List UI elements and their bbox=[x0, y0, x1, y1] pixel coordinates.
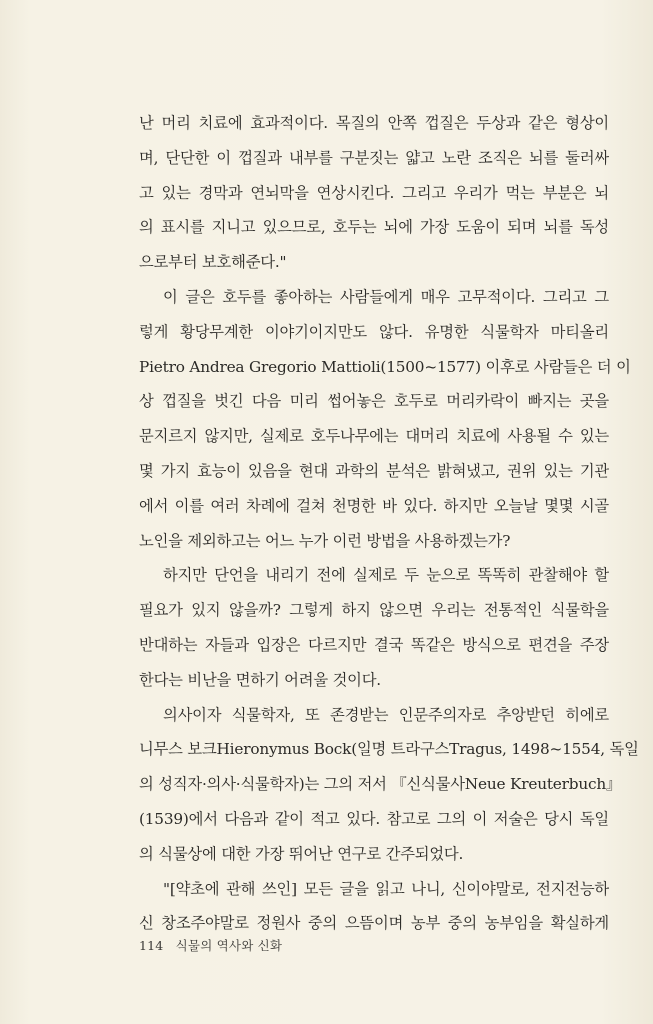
text-line: 반대하는 자들과 입장은 다르지만 결국 똑같은 방식으로 편견을 주장 bbox=[139, 635, 609, 654]
text-line: 몇 가지 효능이 있음을 현대 과학의 분석은 밝혀냈고, 권위 있는 기관 bbox=[139, 461, 609, 480]
page-number: 114 bbox=[139, 938, 164, 953]
text-line: 의 표시를 지니고 있으므로, 호두는 뇌에 가장 도움이 되며 뇌를 독성 bbox=[139, 218, 609, 237]
running-title: 식물의 역사와 신화 bbox=[175, 938, 283, 953]
text-line: 필요가 있지 않을까? 그렇게 하지 않으면 우리는 전통적인 식물학을 bbox=[139, 601, 609, 620]
text-line: 의사이자 식물학자, 또 존경받는 인문주의자로 추앙받던 히에로 bbox=[163, 705, 609, 724]
text-line: 난 머리 치료에 효과적이다. 목질의 안쪽 껍질은 두상과 같은 형상이 bbox=[139, 114, 609, 132]
text-line: Pietro Andrea Gregorio Mattioli(1500~1577) 이후로 사람들은 더 이 bbox=[139, 357, 631, 376]
text-line: "[약초에 관해 쓰인] 모든 글을 읽고 나니, 신이야말로, 전지전능하 bbox=[163, 879, 609, 898]
body-text bbox=[139, 106, 639, 941]
text-line: 의 성직자·의사·식물학자)는 그의 저서 『신식물사Neue Kreuterbuch』 bbox=[139, 775, 622, 794]
text-line: 의 식물상에 대한 가장 뛰어난 연구로 간주되었다. bbox=[139, 844, 464, 863]
text-line: 상 껍질을 벗긴 다음 미리 썹어놓은 호두로 머리카락이 빠지는 곳을 bbox=[139, 392, 609, 411]
text-line: 며, 단단한 이 껍질과 내부를 구분짓는 얇고 노란 조직은 뇌를 둘러싸 bbox=[139, 148, 609, 167]
page-footer bbox=[139, 936, 282, 954]
text-line: 니무스 보크Hieronymus Bock(일명 트라구스Tragus, 1498~1554, 독일 bbox=[139, 740, 639, 759]
text-line: (1539)에서 다음과 같이 적고 있다. 참고로 그의 이 저술은 당시 독일 bbox=[139, 809, 609, 828]
text-line: 한다는 비난을 면하기 어려울 것이다. bbox=[139, 670, 381, 689]
text-line: 렇게 황당무계한 이야기이지만도 않다. 유명한 식물학자 마티올리 bbox=[139, 322, 609, 341]
text-line: 에서 이를 여러 차례에 걸쳐 천명한 바 있다. 하지만 오늘날 몇몇 시골 bbox=[139, 496, 609, 515]
text-line: 고 있는 경막과 연뇌막을 연상시킨다. 그리고 우리가 먹는 부분은 뇌 bbox=[139, 183, 609, 202]
text-line: 노인을 제외하고는 어느 누가 이런 방법을 사용하겠는가? bbox=[139, 531, 511, 550]
text-line: 으로부터 보호해준다." bbox=[139, 253, 287, 272]
text-line: 하지만 단언을 내리기 전에 실제로 두 눈으로 똑똑히 관찰해야 할 bbox=[163, 566, 609, 585]
text-line: 문지르지 않지만, 실제로 호두나무에는 대머리 치료에 사용될 수 있는 bbox=[139, 427, 609, 446]
text-line: 이 글은 호두를 좋아하는 사람들에게 매우 고무적이다. 그리고 그 bbox=[163, 287, 609, 306]
text-line: 신 창조주야말로 정원사 중의 으뜸이며 농부 중의 농부임을 확실하게 bbox=[139, 914, 609, 933]
